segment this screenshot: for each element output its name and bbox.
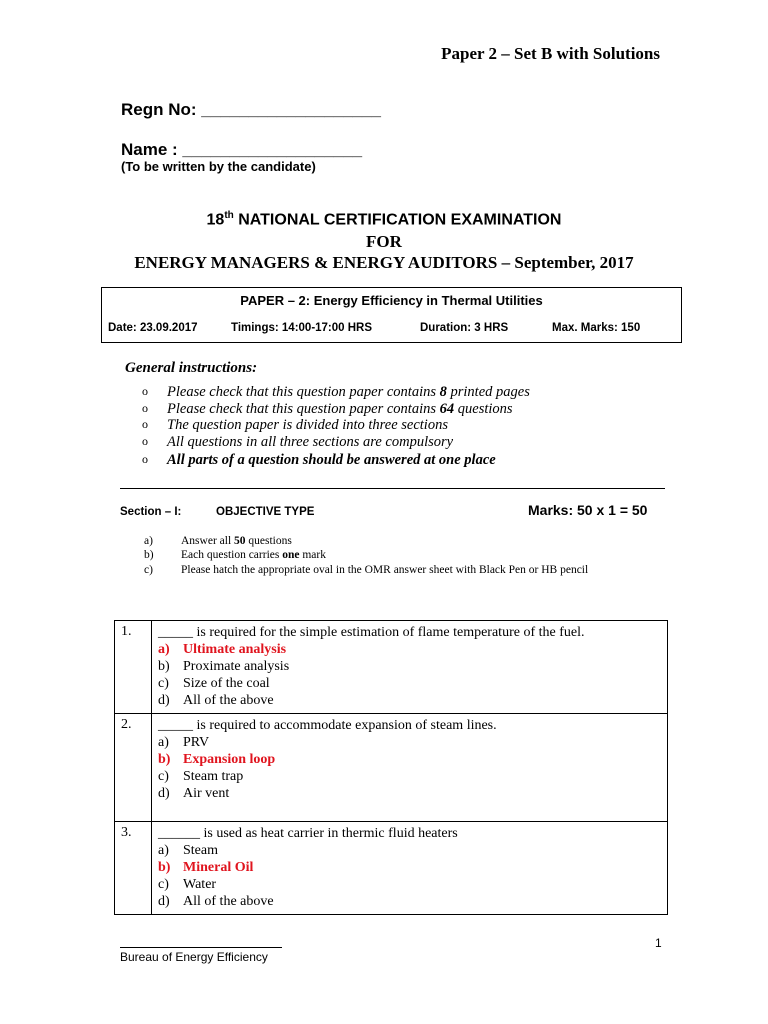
instruction-text-part: Please hatch the appropriate oval in the OMR answer sheet with Black Pen or HB pencil <box>181 564 589 576</box>
exam-date-text: – September, 2017 <box>497 253 634 272</box>
correct-option <box>158 641 661 658</box>
paper-title: PAPER – 2: Energy Efficiency in Thermal Utilities <box>240 293 543 308</box>
page-number: 1 <box>655 936 662 950</box>
section-divider <box>120 488 665 489</box>
option <box>158 692 661 709</box>
option-label: b) <box>158 860 171 875</box>
option-text: All of the above <box>183 894 274 909</box>
footer-rule <box>120 947 282 948</box>
option <box>158 876 661 893</box>
option-label: a) <box>158 843 169 858</box>
exam-title-line1 <box>0 210 768 229</box>
instruction-text-part: Answer all <box>181 535 235 547</box>
bullet-icon: o <box>142 417 148 431</box>
bullet-icon: o <box>142 384 148 398</box>
option <box>158 842 661 859</box>
question-row <box>115 714 668 822</box>
exam-title-line3 <box>0 253 768 273</box>
option <box>158 893 661 910</box>
question-text: _____ is required for the simple estimation of flame temperature of the fuel. <box>158 625 585 640</box>
option-text: Steam trap <box>183 769 244 784</box>
instruction-label: c) <box>144 564 153 576</box>
option-label: d) <box>158 693 170 708</box>
exam-duration: Duration: 3 HRS <box>420 322 509 334</box>
general-instructions-title: General instructions: <box>125 360 258 376</box>
instruction-emphasis: 64 <box>439 401 455 417</box>
option-label: c) <box>158 877 169 892</box>
option <box>158 785 661 802</box>
paper-set-header: Paper 2 – Set B with Solutions <box>441 44 660 63</box>
instruction-text-part: Please check that this question paper contains <box>167 384 440 400</box>
exam-date: Date: 23.09.2017 <box>108 322 198 334</box>
instruction-text-part: questions <box>454 401 513 417</box>
option-label: c) <box>158 676 169 691</box>
instruction-text <box>167 417 448 434</box>
option-text: Air vent <box>183 786 230 801</box>
question-text: _____ is required to accommodate expansion of steam lines. <box>158 718 497 733</box>
instruction-text-part: The question paper is divided into three sections <box>167 417 448 433</box>
option <box>158 768 661 785</box>
paper-info-box <box>101 287 682 343</box>
question-cell <box>152 621 668 714</box>
instruction-label: b) <box>144 549 154 561</box>
instruction-emphasis: one <box>282 549 300 561</box>
instruction-text-part: mark <box>299 549 326 561</box>
regn-no-field-label: Regn No: ___________________ <box>121 100 381 119</box>
exam-audience: ENERGY MANAGERS & ENERGY AUDITORS <box>134 253 498 272</box>
section-marks: Marks: 50 x 1 = 50 <box>528 502 648 518</box>
option-label: c) <box>158 769 169 784</box>
instruction-text <box>167 452 496 469</box>
option-text: Proximate analysis <box>183 659 290 674</box>
option-label: b) <box>158 659 170 674</box>
section-instruction-text <box>181 564 588 576</box>
instruction-emphasis: 8 <box>439 384 447 400</box>
option-text: PRV <box>183 735 210 750</box>
section-instruction-text <box>181 535 292 547</box>
instruction-text <box>167 384 530 401</box>
option-label: a) <box>158 642 170 657</box>
question-cell <box>152 822 668 915</box>
bullet-icon: o <box>142 452 148 466</box>
ordinal-suffix: th <box>224 210 234 221</box>
instruction-text-part: All questions in all three sections are compulsory <box>167 434 454 450</box>
option <box>158 658 661 675</box>
question-row <box>115 822 668 915</box>
exam-title-text: NATIONAL CERTIFICATION EXAMINATION <box>233 211 562 229</box>
question-number: 3. <box>115 822 152 915</box>
option-text: Ultimate analysis <box>183 642 287 657</box>
question-text: ______ is used as heat carrier in thermic fluid heaters <box>158 826 458 841</box>
option-label: a) <box>158 735 169 750</box>
max-marks: Max. Marks: 150 <box>552 322 641 334</box>
section-title: Section – I: <box>120 506 182 518</box>
question-row <box>115 621 668 714</box>
question-number: 2. <box>115 714 152 822</box>
question-number: 1. <box>115 621 152 714</box>
name-note: (To be written by the candidate) <box>121 159 316 174</box>
instruction-text-part: printed pages <box>446 384 530 400</box>
instruction-emphasis: 50 <box>234 535 246 547</box>
ordinal-number: 18 <box>206 211 225 229</box>
footer-org: Bureau of Energy Efficiency <box>120 950 268 964</box>
correct-option <box>158 751 661 768</box>
option-label: b) <box>158 752 171 767</box>
section-type: OBJECTIVE TYPE <box>216 506 315 518</box>
option-text: Steam <box>183 843 218 858</box>
exam-title-line2: FOR <box>366 232 402 251</box>
instruction-text-part: questions <box>245 535 292 547</box>
instruction-text-part: Please check that this question paper contains <box>167 401 440 417</box>
option-text: All of the above <box>183 693 274 708</box>
option <box>158 734 661 751</box>
option-label: d) <box>158 786 170 801</box>
instruction-emphasis: All parts of a question should be answered at one place <box>167 452 496 468</box>
option-label: d) <box>158 894 170 909</box>
correct-option <box>158 859 661 876</box>
instruction-text <box>167 434 453 451</box>
instruction-text <box>167 401 513 418</box>
option-text: Expansion loop <box>183 752 276 767</box>
bullet-icon: o <box>142 434 148 448</box>
option-text: Mineral Oil <box>183 860 254 875</box>
instruction-text-part: Each question carries <box>181 549 283 561</box>
option-text: Size of the coal <box>183 676 270 691</box>
option <box>158 675 661 692</box>
bullet-icon: o <box>142 401 148 415</box>
candidate-name-field-label: Name : ___________________ <box>121 140 363 159</box>
questions-table <box>114 620 668 915</box>
exam-timings: Timings: 14:00-17:00 HRS <box>231 322 373 334</box>
question-cell <box>152 714 668 822</box>
option-text: Water <box>183 877 217 892</box>
section-instruction-text <box>181 549 326 561</box>
instruction-label: a) <box>144 535 153 547</box>
